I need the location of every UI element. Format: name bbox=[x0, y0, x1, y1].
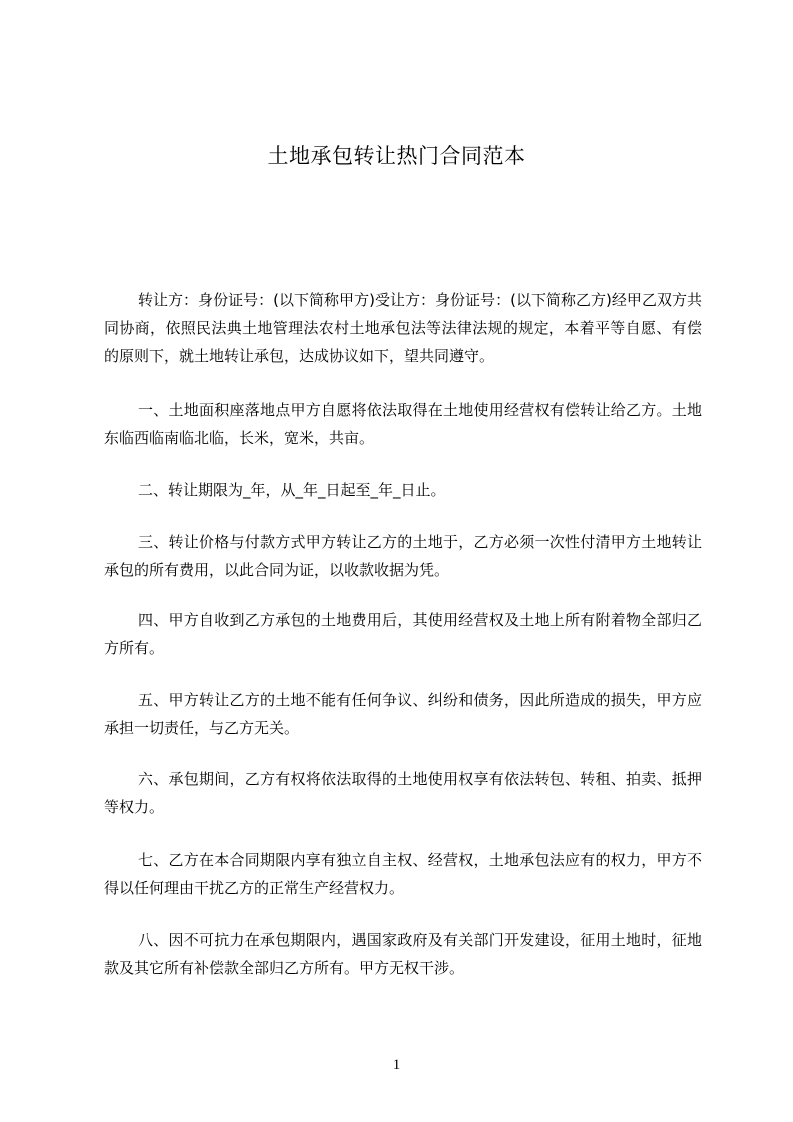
paragraph-clause-4: 四、甲方自收到乙方承包的土地费用后，其使用经营权及土地上所有附着物全部归乙方所有。 bbox=[104, 611, 702, 657]
paragraph-clause-7: 七、乙方在本合同期限内享有独立自主权、经营权，土地承包法应有的权力，甲方不得以任何理由干扰乙方的正常生产经营权力。 bbox=[104, 851, 702, 897]
paragraph-parties: 转让方：身份证号：(以下简称甲方)受让方：身份证号：(以下简称乙方)经甲乙双方共同协商，依照民法典土地管理法农村土地承包法等法律法规的规定，本着平等自愿、有偿的原则下，就土地转让承包，达成协议如下，望共同遵守。 bbox=[104, 291, 702, 365]
paragraph-clause-1: 一、土地面积座落地点甲方自愿将依法取得在土地使用经营权有偿转让给乙方。土地东临西临南临北临，长米，宽米，共亩。 bbox=[104, 401, 702, 447]
paragraph-clause-2: 二、转让期限为_年，从_年_日起至_年_日止。 bbox=[138, 481, 446, 499]
paragraph-clause-8: 八、因不可抗力在承包期限内，遇国家政府及有关部门开发建设，征用土地时，征地款及其它所有补偿款全部归乙方所有。甲方无权干涉。 bbox=[104, 931, 702, 977]
paragraph-clause-3: 三、转让价格与付款方式甲方转让乙方的土地于，乙方必须一次性付清甲方土地转让承包的所有费用，以此合同为证，以收款收据为凭。 bbox=[104, 533, 702, 579]
paragraph-clause-5: 五、甲方转让乙方的土地不能有任何争议、纠纷和债务，因此所造成的损失，甲方应承担一切责任，与乙方无关。 bbox=[104, 691, 702, 737]
paragraph-clause-6: 六、承包期间，乙方有权将依法取得的土地使用权享有依法转包、转租、拍卖、抵押等权力。 bbox=[104, 770, 702, 816]
page-number: 1 bbox=[392, 1057, 401, 1073]
document-title: 土地承包转让热门合同范本 bbox=[267, 144, 526, 168]
